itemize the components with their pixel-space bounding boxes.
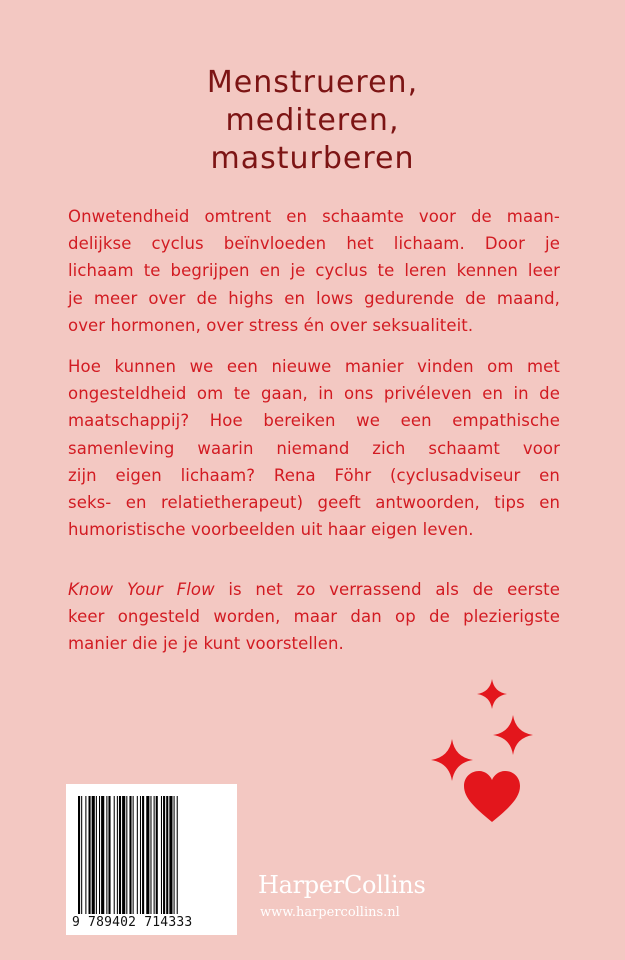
- barcode-bar: [174, 796, 175, 914]
- barcode-bar: [177, 796, 178, 914]
- barcode-bar: [108, 796, 110, 914]
- barcode-bar: [117, 796, 118, 914]
- barcode-bar: [81, 796, 82, 914]
- barcode-bar: [156, 796, 158, 914]
- text-line: Hoe kunnen we een nieuwe manier vinden om met: [68, 357, 560, 376]
- publisher-website: www.harpercollins.nl: [260, 905, 400, 920]
- text-line: je meer over de highs en lows gedurende de maand,: [68, 288, 560, 308]
- blurb-paragraph-2: [68, 353, 560, 543]
- publisher-logo: HarperCollins: [258, 871, 426, 899]
- text-line: humoristische voorbeelden uit haar eigen leven.: [68, 520, 474, 540]
- barcode: [66, 784, 237, 935]
- barcode-bar: [166, 796, 168, 914]
- barcode-bar: [161, 796, 162, 914]
- text-line: zijn eigen lichaam? Rena Föhr (cyclusadviseur en: [68, 465, 560, 485]
- barcode-bar: [85, 796, 86, 914]
- text-line: Onwetendheid omtrent en schaamte voor de maan-: [68, 207, 560, 226]
- title-line: Menstrueren,: [206, 65, 419, 100]
- barcode-bar: [137, 796, 138, 914]
- barcode-bar: [106, 796, 107, 914]
- barcode-bar: [101, 796, 104, 914]
- text-line: over hormonen, over stress én over seksualiteit.: [68, 315, 474, 335]
- barcode-bar: [96, 796, 97, 914]
- heart-icon: [463, 770, 521, 824]
- sparkle-icon: [477, 679, 507, 709]
- barcode-bar: [114, 796, 115, 914]
- text-line: delijkse cyclus beïnvloeden het lichaam. Door je: [68, 234, 560, 254]
- title-line: masturberen: [210, 141, 415, 176]
- book-title-italic: Know Your Flow: [68, 580, 215, 599]
- blurb-paragraph-3: [68, 576, 560, 658]
- barcode-bar: [150, 796, 151, 914]
- barcode-bar: [154, 796, 155, 914]
- barcode-bar: [140, 796, 141, 914]
- barcode-bar: [169, 796, 172, 914]
- text-fragment: is net zo verrassend als de eerste: [214, 580, 561, 599]
- barcode-bar: [126, 796, 127, 914]
- barcode-bar: [99, 796, 100, 914]
- text-line: manier die je je kunt voorstellen.: [68, 634, 344, 654]
- barcode-bar: [142, 796, 144, 914]
- sparkle-icon: [493, 715, 533, 755]
- isbn-number: 9 789402 714333: [72, 915, 193, 930]
- barcode-bar: [89, 796, 91, 914]
- barcode-bar: [133, 796, 134, 914]
- text-line: samenleving waarin niemand zich schaamt voor: [68, 438, 560, 458]
- barcode-bar: [129, 796, 131, 914]
- cover-title: [0, 64, 625, 178]
- text-line: [68, 576, 560, 603]
- blurb-paragraph-1: [68, 203, 560, 339]
- text-line: seks- en relatietherapeut) geeft antwoorden, tips en: [68, 493, 560, 513]
- barcode-bars: [78, 796, 226, 914]
- barcode-bar: [163, 796, 165, 914]
- text-line: ongesteldheid om te gaan, in ons privéleven en in de: [68, 384, 560, 404]
- text-line: lichaam te begrijpen en je cyclus te leren kennen leer: [68, 261, 560, 281]
- barcode-bar: [146, 796, 149, 914]
- barcode-bar: [92, 796, 95, 914]
- barcode-bar: [122, 796, 125, 914]
- barcode-bar: [119, 796, 121, 914]
- text-line: keer ongesteld worden, maar dan op de plezierigste: [68, 607, 560, 627]
- text-line: maatschappij? Hoe bereiken we een empathische: [68, 411, 560, 431]
- title-line: mediteren,: [225, 103, 400, 138]
- barcode-bar: [78, 796, 80, 914]
